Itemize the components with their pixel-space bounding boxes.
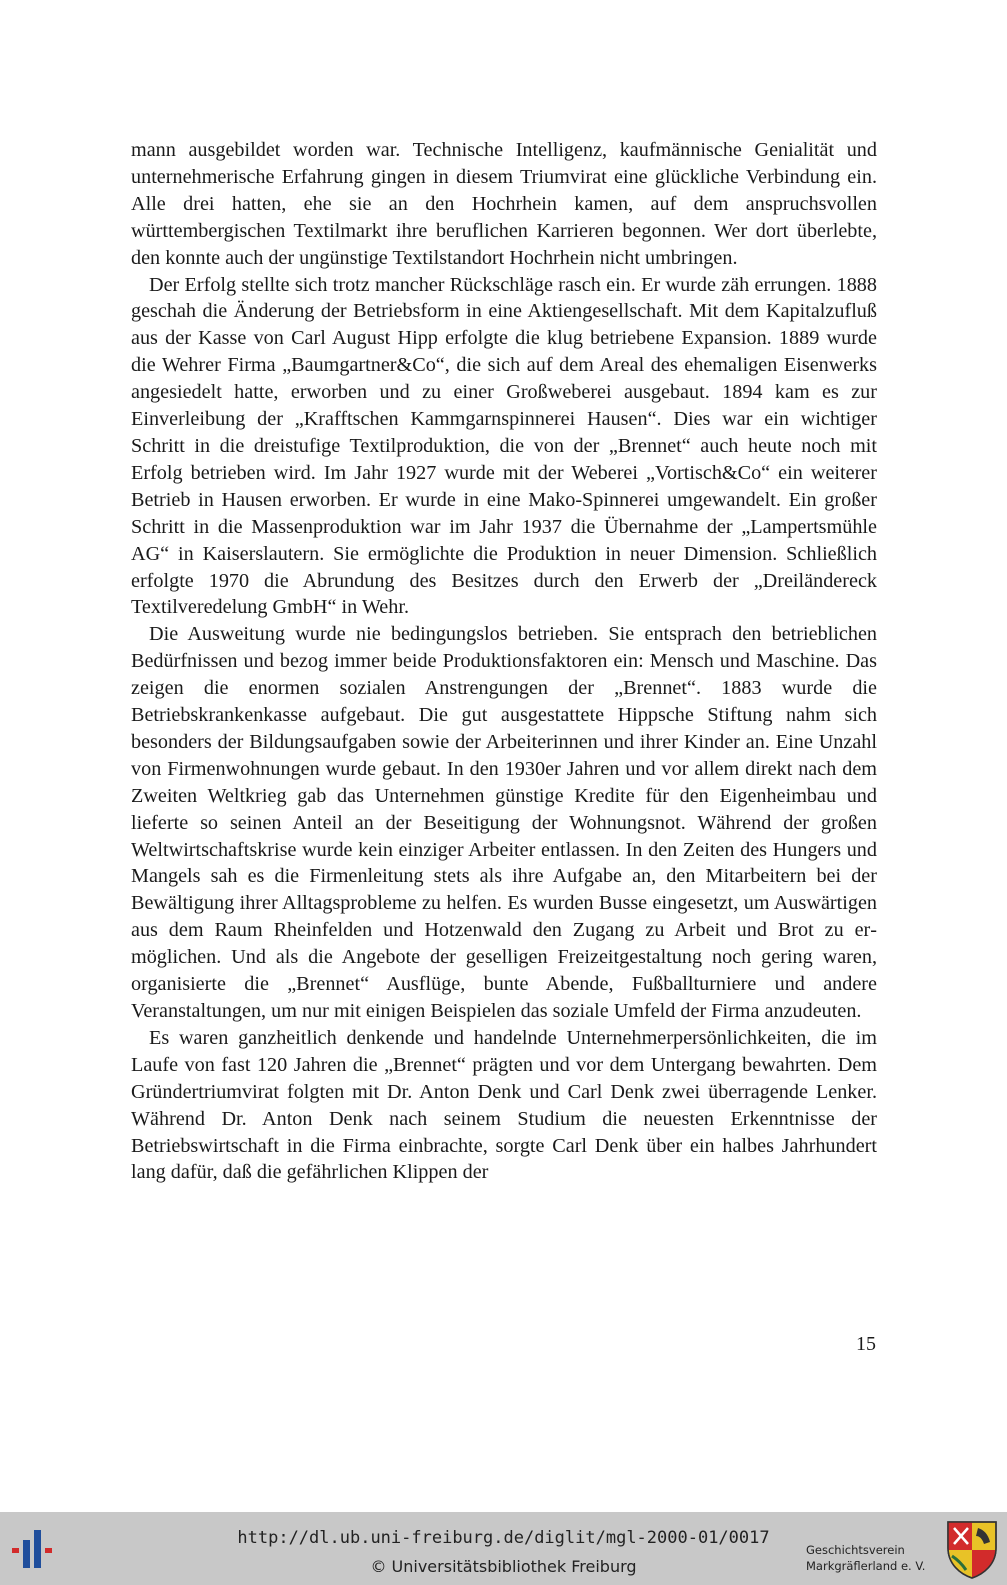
- association-name: [806, 1542, 936, 1574]
- association-line-1: Geschichtsverein: [806, 1543, 905, 1557]
- page-body: [131, 137, 877, 1186]
- paragraph-3: Die Ausweitung wurde nie bedingungslos betrieben. Sie entsprach den betrieblichen Bedürfnissen und bezog immer beide Produktionsfaktoren ein: Mensch und Maschine. Das zeigen die enormen sozialen Anstrengungen der „Brennet“. 1883 wurde die Betriebskrankenkasse aufgebaut. Die gut ausgestattete Hippsche Stiftung nahm sich besonders der Bildungsaufgaben sowie der Arbeiterinnen und ihrer Kinder an. Eine Unzahl von Firmenwohnungen wurde gebaut. In den 1930er Jahren und vor allem direkt nach dem Zweiten Weltkrieg gab das Unternehmen günstige Kredite für den Eigenheimbau und lieferte so seinen Anteil an der Beseitigung der Wohnungsnot. Während der großen Weltwirtschaftskrise wurde kein einziger Arbeiter entlassen. In den Zeiten des Hungers und Mangels sah es die Firmenleitung stets als ihre Aufgabe an, den Mitarbeitern bei der Bewältigung ihrer Alltagsprobleme zu helfen. Es wurden Busse eingesetzt, um Auswärtigen aus dem Raum Rheinfelden und Hotzenwald den Zugang zu Arbeit und Brot zu ermöglichen. Und als die Angebote der geselligen Freizeitgestaltung noch gering waren, organisierte die „Brennet“ Ausflüge, bunte Abende, Fußballturniere und andere Veranstaltungen, um nur mit einigen Beispielen das soziale Umfeld der Firma anzudeuten.: [131, 623, 877, 1022]
- coat-of-arms-icon: [944, 1518, 1000, 1580]
- paragraph-1: mann ausgebildet worden war. Technische Intelligenz, kaufmännische Genialität und unternehmerische Erfahrung gingen in diesem Triumvirat eine glückliche Verbindung ein. Alle drei hatten, ehe sie an den Hochrhein kamen, auf dem anspruchsvollen württembergischen Textilmarkt ihre beruflichen Karrieren begonnen. Wer dort überlebte, den konnte auch der ungünstige Textilstandort Hochrhein nicht umbringen.: [131, 139, 877, 269]
- footer-url-link[interactable]: http://dl.ub.uni-freiburg.de/diglit/mgl-2000-01/0017: [237, 1528, 770, 1548]
- paragraph-4: Es waren ganzheitlich denkende und handelnde Unternehmerpersönlichkeiten, die im Laufe von fast 120 Jahren die „Brennet“ prägten und vor dem Untergang bewahrten. Dem Gründertriumvirat folgten mit Dr. Anton Denk und Carl Denk zwei überragende Lenker. Während Dr. Anton Denk nach seinem Studium die neuesten Erkenntnisse der Betriebswirtschaft in die Firma einbrachte, sorgte Carl Denk über ein halbes Jahrhundert lang dafür, daß die gefährlichen Klippen der: [131, 1026, 877, 1184]
- association-line-2: Markgräflerland e. V.: [806, 1559, 926, 1573]
- footer-copyright: © Universitätsbibliothek Freiburg: [370, 1557, 637, 1576]
- page-number: 15: [856, 1333, 876, 1355]
- footer-bar: [0, 1512, 1007, 1585]
- paragraph-2: Der Erfolg stellte sich trotz mancher Rückschläge rasch ein. Er wurde zäh errungen. 1888 geschah die Änderung der Betriebsform in eine Aktiengesellschaft. Mit dem Kapitalzufluß aus der Kasse von Carl August Hipp erfolgte die klug betriebene Expansion. 1889 wurde die Wehrer Firma „Baumgartner&Co“, die sich auf dem Areal des ehemaligen Eisenwerks angesiedelt hatte, erworben und zu einer Großweberei ausgebaut. 1894 kam es zur Einverleibung der „Krafftschen Kammgarnspinnerei Hausen“. Dies war ein wichtiger Schritt in die dreistufige Textilproduktion, die von der „Brennet“ auch heute noch mit Erfolg betrieben wird. Im Jahr 1927 wurde mit der Weberei „Vortisch&Co“ ein weiterer Betrieb in Hausen erworben. Er wurde in eine Mako-Spinnerei umgewandelt. Ein großer Schritt in die Massenproduktion war im Jahr 1937 die Übernahme der „Lampertsmühle AG“ in Kaiserslautern. Sie ermöglichte die Produktion in neuer Dimension. Schließlich erfolgte 1970 die Abrundung des Besitzes durch den Erwerb der „Dreiländereck Textilveredelung GmbH“ in Wehr.: [131, 273, 877, 619]
